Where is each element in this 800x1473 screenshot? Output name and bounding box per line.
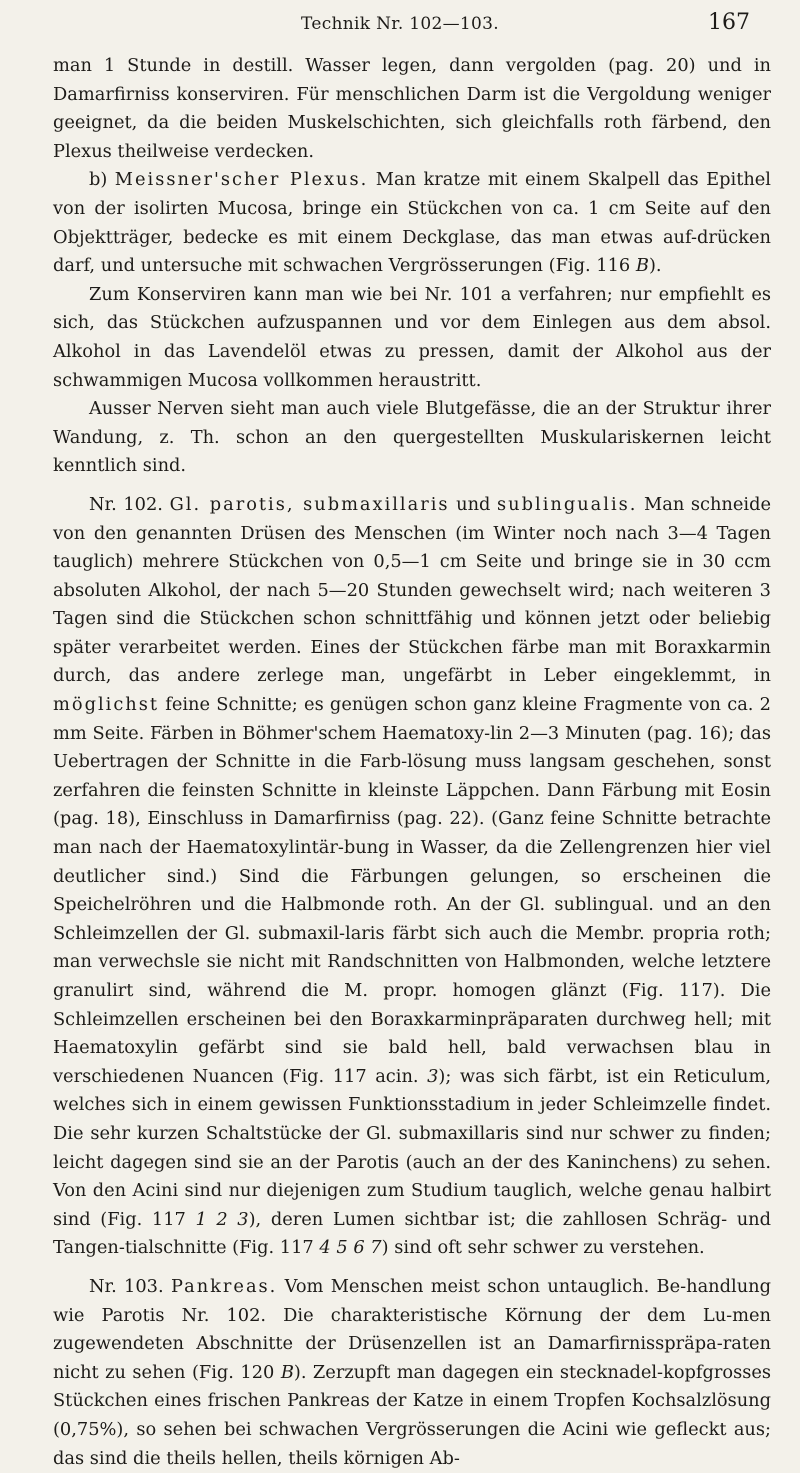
section-102: Nr. 102. Gl. parotis, submaxillaris und sublingualis. Man schneide von den genannten Drüsen des Menschen (im Winter noch nach 3—4 Tagen tauglich) mehrere Stückchen von 0,5—1 cm Seite und bringe sie in 30 ccm absoluten Alkohol, der nach 5—20 Stunden gewechselt wird; nach weiteren 3 Tagen sind die Stückchen schon schnittfähig und können jetzt oder beliebig später verarbeitet werden. Eines der Stückchen färbe man mit Boraxkarmin durch, das andere zerlege man, ungefärbt in Leber eingeklemmt, in möglichst feine Schnitte; es genügen schon ganz kleine Fragmente von ca. 2 mm Seite. Färben in Böhmer'schem Haematoxy-lin 2—3 Minuten (pag. 16); das Uebertragen der Schnitte in die Farb-lösung muss langsam geschehen, sonst zerfahren die feinsten Schnitte in kleinste Läppchen. Dann Färbung mit Eosin (pag. 18), Einschluss in Damarfirniss (pag. 22). (Ganz feine Schnitte betrachte man nach der Haematoxylintär-bung in Wasser, da die Zellengrenzen hier viel deutlicher sind.) Sind die Färbungen gelungen, so erscheinen die Speichelröhren und die Halbmonde roth. An der Gl. sublingual. und an den Schleimzellen der Gl. submaxil-laris färbt sich auch die Membr. propria roth; man verwechsle sie nicht mit Randschnitten von Halbmonden, welche letztere granulirt sind, während die M. propr. homogen glänzt (Fig. 117). Die Schleimzellen erscheinen bei den Boraxkarminpräparaten durchweg hell; mit Haematoxylin gefärbt sind sie bald hell, bald verwachsen blau in verschiedenen Nuancen (Fig. 117 acin. 3); was sich färbt, ist ein Reticulum, welches sich in einem gewissen Funktionsstadium in jeder Schleimzelle findet. Die sehr kurzen Schaltstücke der Gl. submaxillaris sind nur schwer zu finden; leicht dagegen sind sie an der Parotis (auch an der des Kaninchens) zu sehen. Von den Acini sind nur diejenigen zum Studium tauglich, welche genau halbirt sind (Fig. 117 1 2 3), deren Lumen sichtbar ist; die zahllosen Schräg- und Tangen-tialschnitte (Fig. 117 4 5 6 7) sind oft sehr schwer zu verstehen. — [53, 493, 771, 1259]
paragraph-1: b) Meissner'scher Plexus. Man kratze mit einem Skalpell das Epithel von der isolirten Mucosa, bringe ein Stückchen von ca. 1 cm Seite auf den Objektträger, bedecke es mit einem Deckglase, das man etwas auf-drücken darf, und untersuche mit schwachen Vergrösserungen (Fig. 116 B). — [53, 169, 771, 277]
body-text — [53, 52, 771, 1473]
page-number: 167 — [708, 10, 750, 35]
paragraph-2: Zum Konserviren kann man wie bei Nr. 101 a verfahren; nur empfiehlt es sich, das Stückchen aufzuspannen und vor dem Einlegen aus dem absol. Alkohol in das Lavendelöl etwas zu pressen, damit der Alkohol aus der schwammigen Mucosa vollkommen heraustritt. — [53, 283, 771, 391]
section-103: Nr. 103. Pankreas. Vom Menschen meist schon untauglich. Be-handlung wie Parotis Nr. 102. Die charakteristische Körnung der dem Lu-men zugewendeten Abschnitte der Drüsenzellen ist an Damarfirnisspräpa-raten nicht zu sehen (Fig. 120 B). Zerzupft man dagegen ein stecknadel-kopfgrosses Stückchen eines frischen Pankreas der Katze in einem Tropfen Kochsalzlösung (0,75%), so sehen bei schwachen Vergrösserungen die Acini wie gefleckt aus; das sind die theils hellen, theils körnigen Ab- — [53, 1275, 771, 1469]
paragraph-0: man 1 Stunde in destill. Wasser legen, dann vergolden (pag. 20) und in Damarfirniss konserviren. Für menschlichen Darm ist die Vergoldung weniger geeignet, da die beiden Muskelschichten, sich gleichfalls roth färbend, den Plexus theilweise verdecken. — [53, 55, 771, 162]
running-title: Technik Nr. 102—103. — [301, 14, 499, 34]
page-header — [0, 10, 800, 40]
paragraph-3: Ausser Nerven sieht man auch viele Blutgefässe, die an der Struktur ihrer Wandung, z. Th. schon an den quergestellten Muskulariskernen leicht kenntlich sind. — [53, 398, 771, 477]
